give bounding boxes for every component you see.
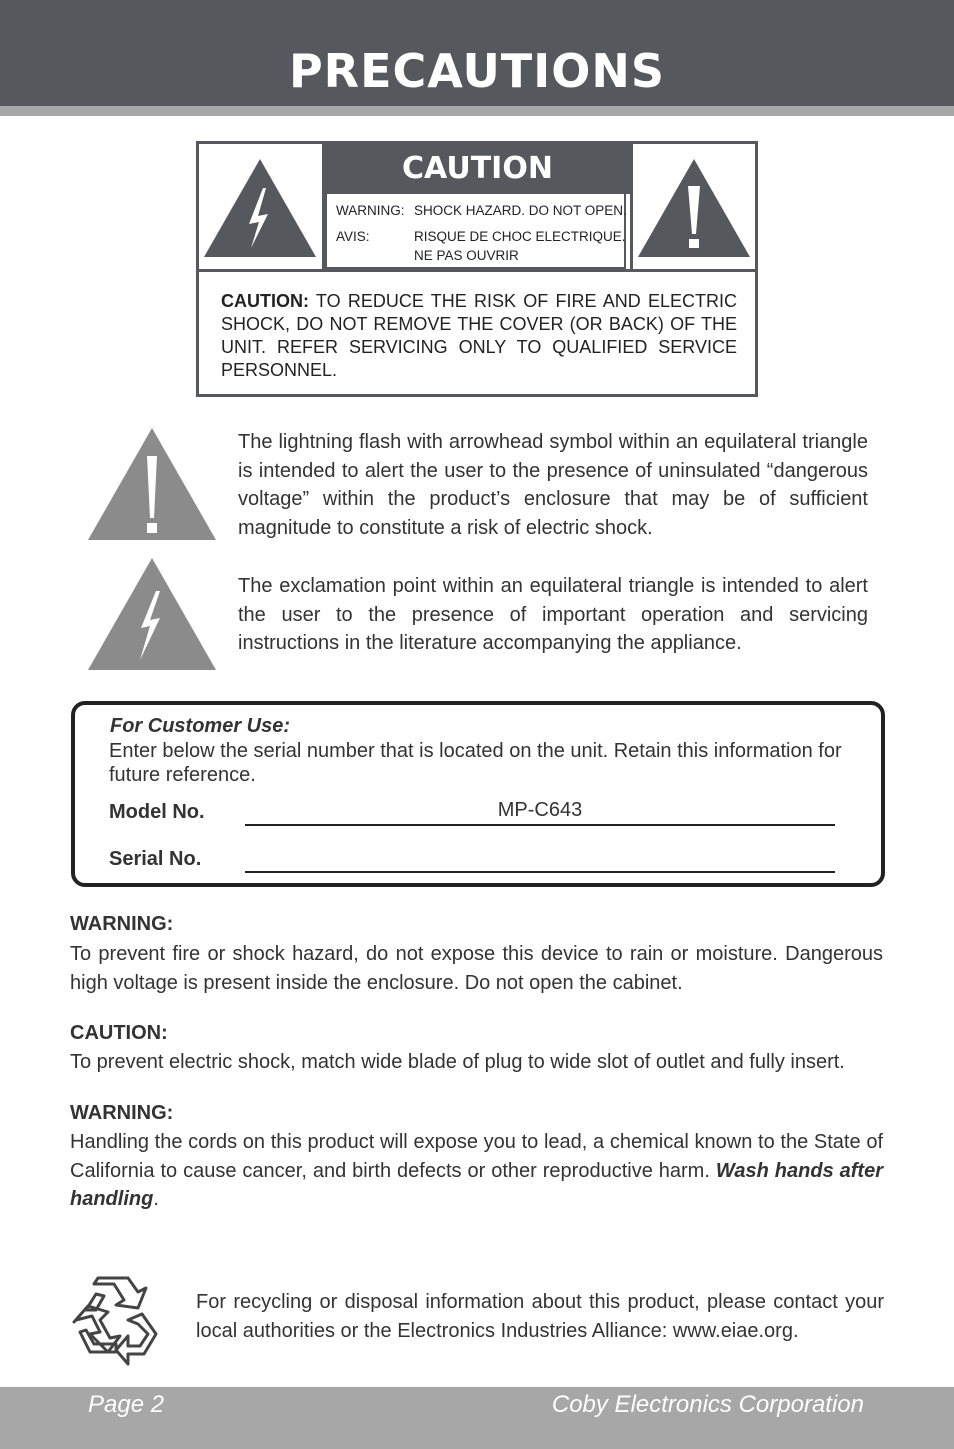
label-lightning-cell — [199, 144, 325, 269]
customer-instructions: Enter below the serial number that is located on the unit. Retain this information for future reference. — [109, 740, 842, 786]
warning-heading-1: WARNING: — [70, 913, 174, 935]
model-label: Model No. — [109, 801, 205, 823]
exclamation-symbol-description: The exclamation point within an equilateral triangle is intended to alert the user to the presence of important operation and servicing instructions in the literature accompanying the appliance. — [238, 575, 868, 654]
model-value: MP-C643 — [497, 799, 583, 821]
page-title: PRECAUTIONS — [288, 44, 666, 98]
label-caution-body: TO REDUCE THE RISK OF FIRE AND ELECTRIC SHOCK, DO NOT REMOVE THE COVER (OR BACK) OF THE UNIT. REFER SERVICING ONLY TO QUALIFIED SERVICE PERSONNEL. — [221, 291, 737, 380]
serial-label: Serial No. — [109, 848, 202, 870]
label-caution-cell — [325, 144, 630, 269]
lightning-triangle-icon — [199, 144, 322, 269]
label-avis-key: AVIS: — [336, 229, 370, 244]
model-underline — [245, 824, 835, 826]
customer-use-box — [71, 701, 885, 887]
page-number: Page 2 — [88, 1391, 165, 1418]
label-divider — [199, 269, 755, 272]
label-caution-text — [221, 290, 737, 382]
caution-heading: CAUTION: — [70, 1022, 168, 1044]
label-avis-value-2: NE PAS OUVRIR — [414, 248, 519, 263]
label-caution-key: CAUTION: — [221, 291, 309, 311]
warning-text-2-end: . — [153, 1188, 159, 1210]
label-exclamation-cell — [630, 144, 755, 269]
recycle-icon — [68, 1274, 162, 1368]
warning-text-2-body: Handling the cords on this product will expose you to lead, a chemical known to the State of California to cause cancer, and birth defects or other reproductive harm. — [70, 1131, 883, 1182]
warning-heading-2: WARNING: — [70, 1102, 174, 1124]
company-name: Coby Electronics Corporation — [551, 1391, 864, 1418]
label-avis-value-1: RISQUE DE CHOC ELECTRIQUE. — [414, 229, 626, 244]
lightning-symbol-icon — [86, 556, 218, 672]
serial-underline — [245, 871, 835, 873]
label-warning-key: WARNING: — [336, 203, 405, 218]
warning-text-1: To prevent fire or shock hazard, do not expose this device to rain or moisture. Dangerous high voltage is present inside the enclosure. Do not open the cabinet. — [70, 943, 883, 994]
customer-heading: For Customer Use: — [110, 715, 291, 737]
header-strip — [0, 106, 954, 116]
caution-text: To prevent electric shock, match wide blade of plug to wide slot of outlet and fully insert. — [70, 1051, 845, 1073]
recycling-info: For recycling or disposal information about this product, please contact your local authorities or the Electronics Industries Alliance: www.eiae.org. — [196, 1291, 884, 1342]
label-caution-heading: CAUTION — [325, 144, 630, 194]
wash-hands-emphasis: Wash hands after handling — [70, 1159, 883, 1210]
label-warning-value: SHOCK HAZARD. DO NOT OPEN. — [414, 203, 627, 218]
caution-label — [196, 141, 758, 397]
header-bar — [0, 0, 954, 106]
exclamation-symbol-icon — [86, 426, 218, 542]
warning-text-2 — [70, 1128, 883, 1214]
label-warning-box — [325, 194, 626, 269]
exclamation-triangle-icon — [633, 144, 755, 269]
lightning-symbol-description: The lightning flash with arrowhead symbol within an equilateral triangle is intended to alert the user to the presence of uninsulated “dangerous voltage” within the product’s enclosure that may be of sufficient magnitude to constitute a risk of electric shock. — [238, 431, 868, 539]
